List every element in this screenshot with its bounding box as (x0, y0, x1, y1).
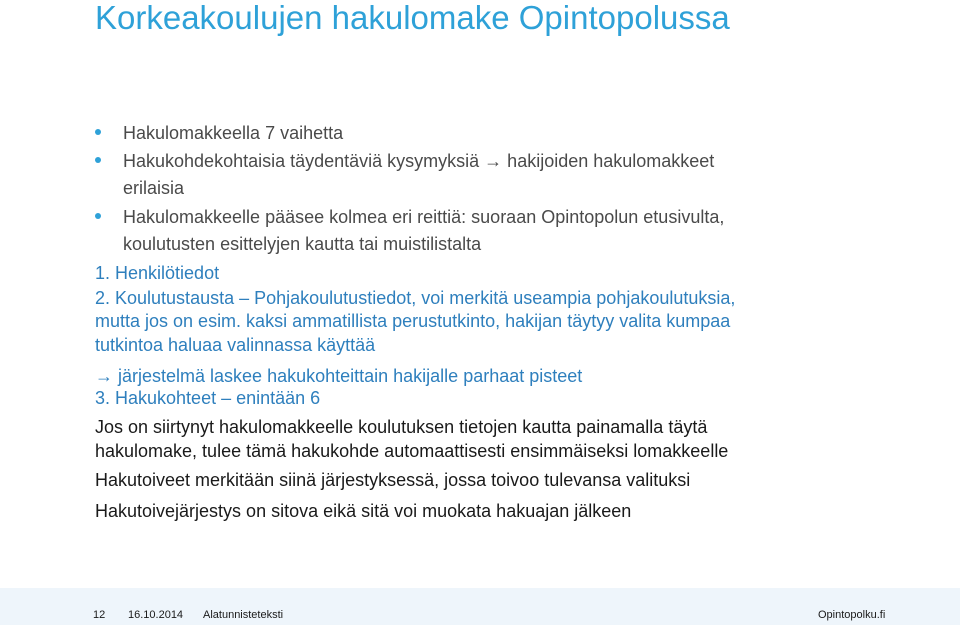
bullet-text-continued: erilaisia (123, 178, 185, 198)
slide-title: Korkeakoulujen hakulomake Opintopolussa (95, 0, 730, 36)
note-text-continued: hakulomake, tulee tämä hakukohde automaattisesti ensimmäiseksi lomakkeelle (95, 441, 729, 461)
page-number: 12 (93, 609, 106, 621)
bullet-text-continued: koulutusten esittelyjen kautta tai muistilistalta (123, 234, 482, 254)
bullet-text: Hakulomakkeelle pääsee kolmea eri reittiä: suoraan Opintopolun etusivulta, (123, 207, 725, 227)
footer-date: 16.10.2014 (128, 609, 184, 621)
step-item-continued: tutkintoa haluaa valinnassa käyttää (95, 335, 376, 355)
bullet-text: Hakulomakkeella 7 vaihetta (123, 123, 344, 143)
bullet-dot-icon (95, 213, 101, 219)
step-item-result: → järjestelmä laskee hakukohteittain hakijalle parhaat pisteet (95, 366, 583, 386)
bullet-dot-icon (95, 157, 101, 163)
step-item: 1. Henkilötiedot (95, 263, 220, 283)
footer-brand: Opintopolku.fi (818, 609, 886, 621)
note-text: Jos on siirtynyt hakulomakkeelle koulutuksen tietojen kautta painamalla täytä (95, 417, 708, 437)
bullet-text: Hakukohdekohtaisia täydentäviä kysymyksiä → hakijoiden hakulomakkeet (123, 151, 715, 171)
step-item: 2. Koulutustausta – Pohjakoulutustiedot, voi merkitä useampia pohjakoulutuksia, (95, 288, 736, 308)
note-text: Hakutoiveet merkitään siinä järjestyksessä, jossa toivoo tulevansa valituksi (95, 470, 691, 490)
slide-footer (0, 588, 960, 625)
footer-label: Alatunnisteteksti (203, 609, 284, 621)
step-item: 3. Hakukohteet – enintään 6 (95, 388, 321, 408)
note-text: Hakutoivejärjestys on sitova eikä sitä voi muokata hakuajan jälkeen (95, 501, 632, 521)
bullet-dot-icon (95, 129, 101, 135)
step-item-continued: mutta jos on esim. kaksi ammatillista perustutkinto, hakijan täytyy valita kumpaa (95, 311, 731, 331)
